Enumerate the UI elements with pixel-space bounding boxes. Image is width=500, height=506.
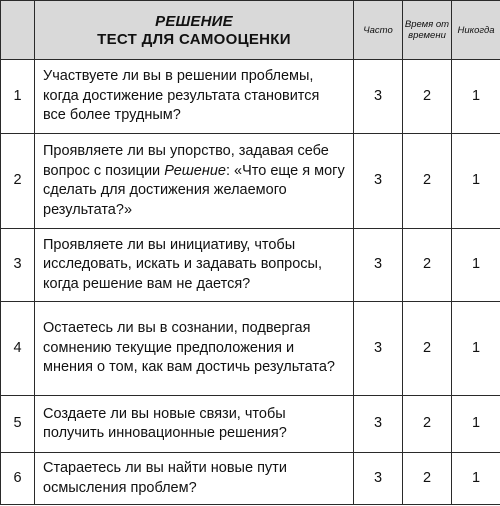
column-header-often: Часто xyxy=(354,1,403,60)
question-text-part: Проявляете ли вы упорство, задавая себе вопрос с позиции xyxy=(43,143,329,179)
score-never: 1 xyxy=(452,302,500,396)
row-number: 1 xyxy=(1,60,35,134)
score-never: 1 xyxy=(452,453,500,505)
table-title: РЕШЕНИЕ xyxy=(155,12,233,30)
row-number: 4 xyxy=(1,302,35,396)
question-text-italic: Решение xyxy=(164,162,226,179)
question-text: Участвуете ли вы в решении проблемы, когда достижение результата становится все более трудным? xyxy=(35,60,354,134)
question-text: Стараетесь ли вы найти новые пути осмысления проблем? xyxy=(35,453,354,505)
score-often: 3 xyxy=(354,302,403,396)
score-often: 3 xyxy=(354,60,403,134)
table-subtitle: ТЕСТ ДЛЯ САМООЦЕНКИ xyxy=(97,30,291,48)
table-title-cell xyxy=(35,1,354,60)
score-never: 1 xyxy=(452,229,500,302)
table-row xyxy=(1,302,500,396)
score-often: 3 xyxy=(354,453,403,505)
score-sometimes: 2 xyxy=(403,302,452,396)
question-text: Создаете ли вы новые связи, чтобы получить инновационные решения? xyxy=(35,396,354,453)
score-never: 1 xyxy=(452,60,500,134)
score-sometimes: 2 xyxy=(403,60,452,134)
column-header-sometimes: Время от времени xyxy=(403,1,452,60)
table-row xyxy=(1,60,500,134)
score-often: 3 xyxy=(354,134,403,229)
header-row xyxy=(1,1,500,60)
table-row xyxy=(1,229,500,302)
score-never: 1 xyxy=(452,396,500,453)
score-sometimes: 2 xyxy=(403,453,452,505)
score-sometimes: 2 xyxy=(403,134,452,229)
question-text xyxy=(35,134,354,229)
score-sometimes: 2 xyxy=(403,396,452,453)
question-text-part: : «Что еще я могу сделать для достижения желаемого результата?» xyxy=(43,162,345,218)
score-often: 3 xyxy=(354,396,403,453)
score-sometimes: 2 xyxy=(403,229,452,302)
score-never: 1 xyxy=(452,134,500,229)
row-number: 2 xyxy=(1,134,35,229)
score-often: 3 xyxy=(354,229,403,302)
row-number: 5 xyxy=(1,396,35,453)
header-number-cell xyxy=(1,1,35,60)
question-text: Проявляете ли вы инициативу, чтобы исследовать, искать и задавать вопросы, когда решение вам не дается? xyxy=(35,229,354,302)
row-number: 6 xyxy=(1,453,35,505)
table-row xyxy=(1,396,500,453)
column-header-never: Никогда xyxy=(452,1,500,60)
table-row xyxy=(1,134,500,229)
row-number: 3 xyxy=(1,229,35,302)
table-row xyxy=(1,453,500,505)
question-text: Остаетесь ли вы в сознании, подвергая сомнению текущие предположения и мнения о том, как вам достичь результата? xyxy=(35,302,354,396)
